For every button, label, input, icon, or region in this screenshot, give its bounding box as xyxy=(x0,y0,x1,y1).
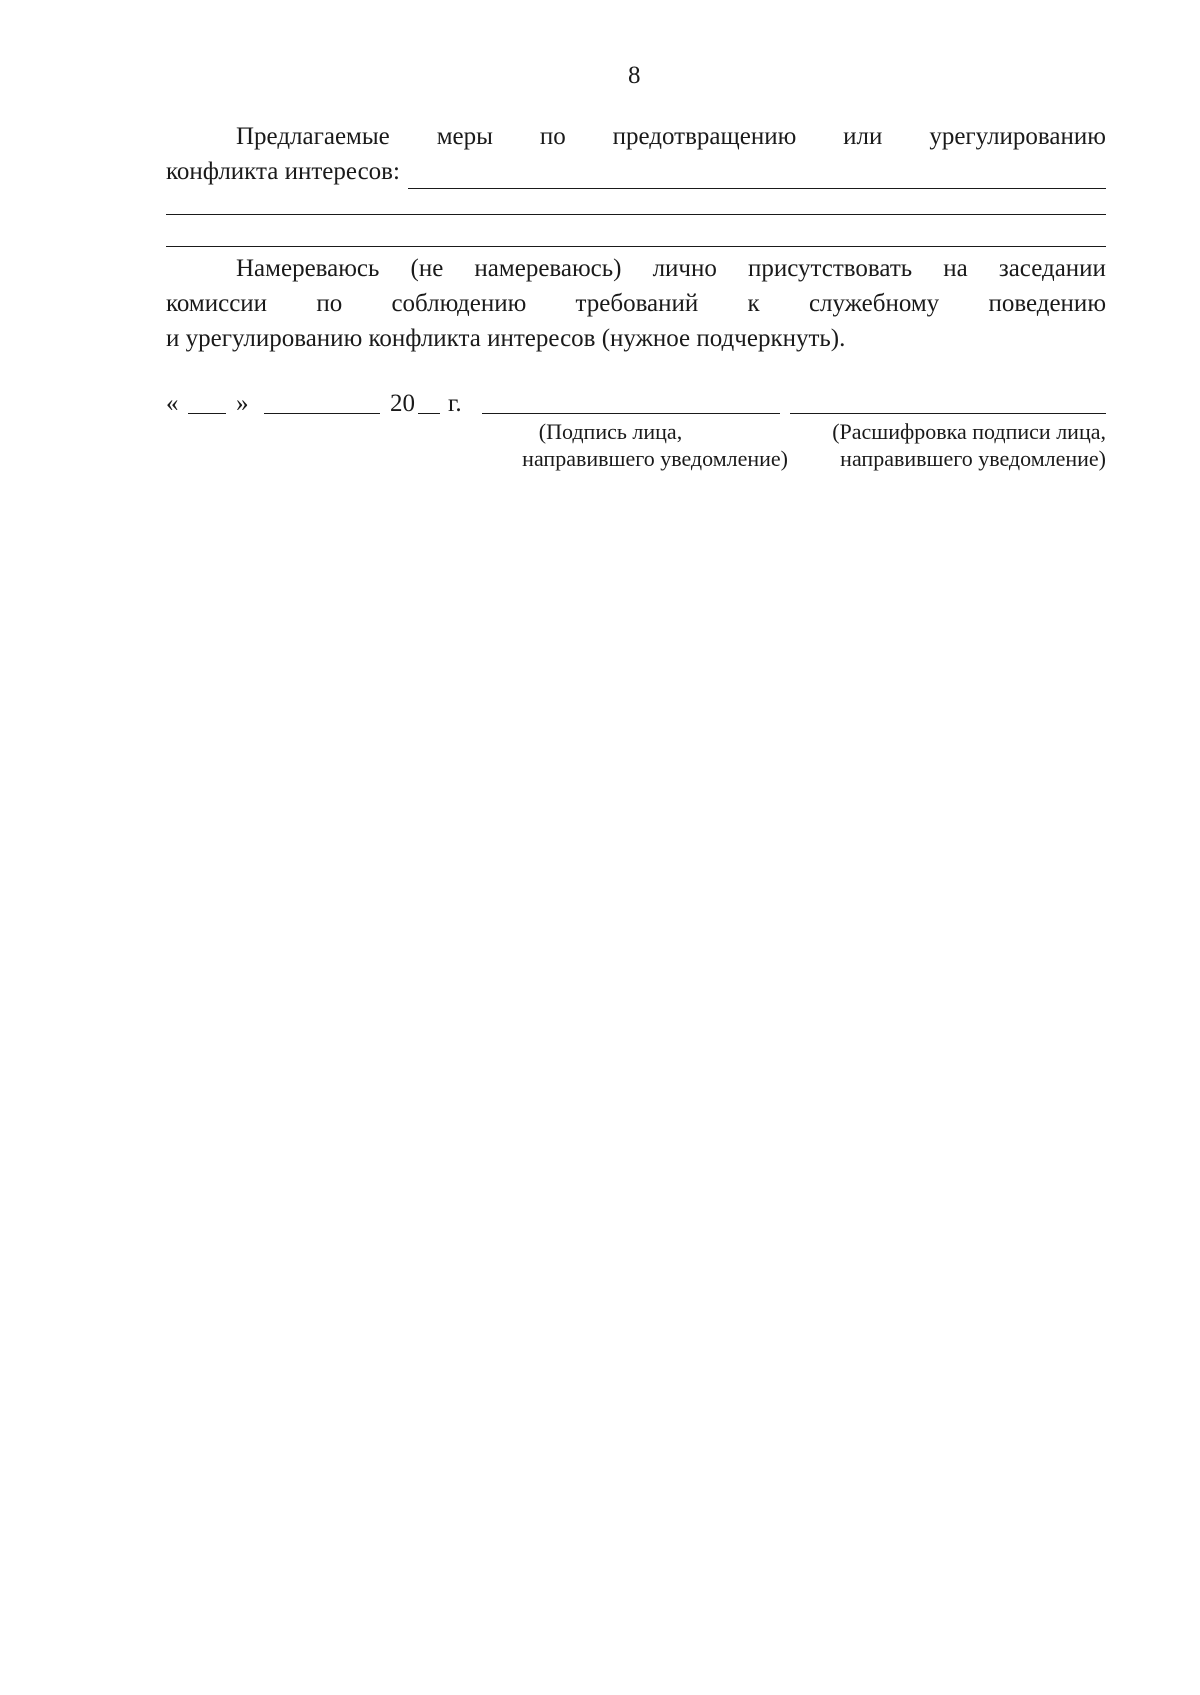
measures-line-1 xyxy=(166,119,1106,154)
word: комиссии xyxy=(166,290,268,317)
word: урегулированию xyxy=(929,123,1106,150)
measures-label: конфликта интересов: xyxy=(166,158,400,185)
measures-line-2 xyxy=(166,154,1106,189)
month-blank[interactable] xyxy=(264,413,380,414)
page-number: 8 xyxy=(628,62,641,89)
signature-caption-line-1: (Подпись лица, xyxy=(538,419,683,444)
measures-blank-line-2[interactable] xyxy=(166,246,1106,247)
attendance-paragraph xyxy=(166,251,1106,356)
attendance-line-2 xyxy=(166,286,1106,321)
word: Намереваюсь xyxy=(236,255,380,282)
signature-blank[interactable] xyxy=(482,413,780,414)
word: намереваюсь) xyxy=(474,255,622,282)
measures-fill-line[interactable] xyxy=(408,162,1106,189)
year-suffix: г. xyxy=(448,390,462,417)
word: по xyxy=(316,290,343,317)
word: по xyxy=(539,123,566,150)
signature-decoding-caption xyxy=(788,418,1106,472)
word: меры xyxy=(436,123,493,150)
signature-decoding-caption-line-1: (Расшифровка подписи лица, xyxy=(832,419,1106,444)
word: соблюдению xyxy=(391,290,527,317)
measures-paragraph xyxy=(166,119,1106,189)
word: предотвращению xyxy=(612,123,797,150)
word: или xyxy=(843,123,883,150)
signature-decoding-blank[interactable] xyxy=(790,413,1106,414)
word: (не xyxy=(410,255,444,282)
attendance-line-1 xyxy=(166,251,1106,286)
close-quote: » xyxy=(236,390,249,417)
word: лично xyxy=(652,255,717,282)
signature-caption xyxy=(488,418,788,472)
word: Предлагаемые xyxy=(236,123,390,150)
attendance-line-3: и урегулированию конфликта интересов (нужное подчеркнуть). xyxy=(166,325,846,352)
date-signature-row xyxy=(166,384,1106,418)
open-quote: « xyxy=(166,390,179,417)
word: заседании xyxy=(998,255,1106,282)
signature-decoding-caption-line-2: направившего уведомление) xyxy=(840,446,1106,471)
word: к xyxy=(747,290,760,317)
word: служебному xyxy=(808,290,940,317)
word: присутствовать xyxy=(747,255,913,282)
measures-blank-line-1[interactable] xyxy=(166,214,1106,215)
word: требований xyxy=(575,290,699,317)
signature-caption-line-2: направившего уведомление) xyxy=(522,446,788,471)
day-blank[interactable] xyxy=(188,413,226,414)
year-blank[interactable] xyxy=(418,413,440,414)
word: на xyxy=(943,255,968,282)
year-prefix: 20 xyxy=(390,390,415,417)
word: поведению xyxy=(988,290,1106,317)
